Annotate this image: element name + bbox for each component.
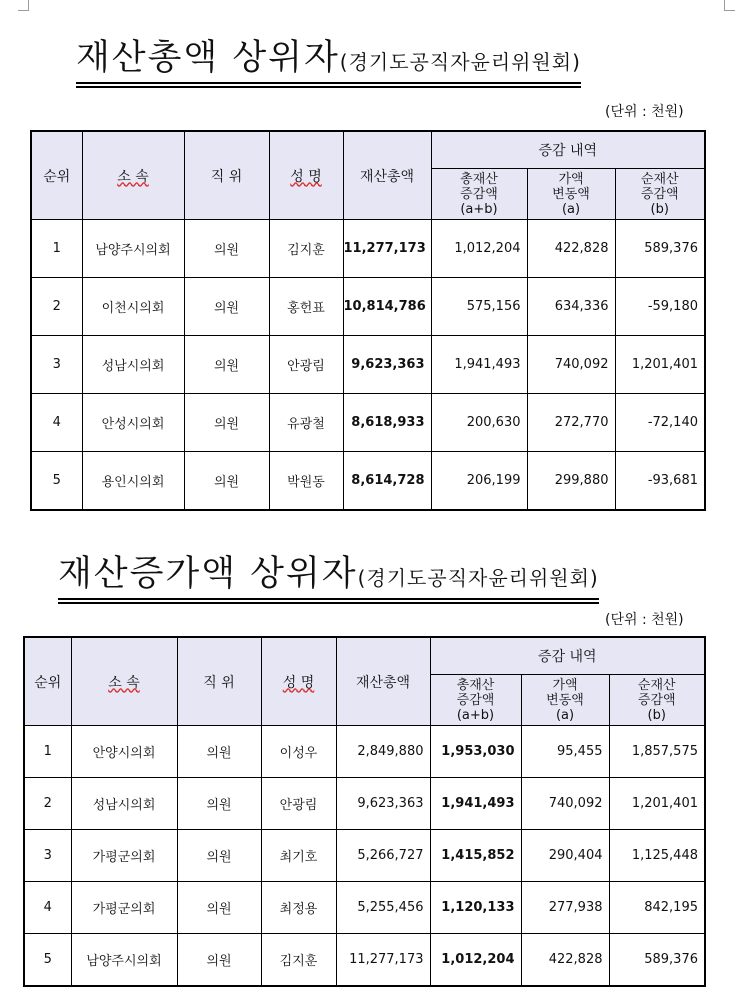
table-row — [24, 830, 705, 882]
change-total-cell: 206,199 — [431, 452, 527, 510]
table-row — [24, 726, 705, 778]
position-cell: 의원 — [184, 336, 269, 394]
header-change: 증감 내역 — [430, 637, 705, 675]
change-price-cell: 272,770 — [527, 394, 615, 452]
section1-table — [30, 130, 706, 511]
position-cell: 의원 — [177, 934, 261, 986]
affiliation-cell: 가평군의회 — [71, 830, 177, 882]
name-cell: 김지훈 — [269, 220, 343, 278]
change-net-cell: 1,201,401 — [609, 778, 705, 830]
affiliation-cell: 남양주시의회 — [71, 934, 177, 986]
header-change-net: 순재산 증감액 (b) — [609, 675, 705, 726]
rank-cell: 1 — [31, 220, 82, 278]
table-row — [31, 452, 705, 510]
affiliation-cell: 안성시의회 — [82, 394, 184, 452]
affiliation-cell: 안양시의회 — [71, 726, 177, 778]
position-cell: 의원 — [177, 882, 261, 934]
total-cell: 8,618,933 — [343, 394, 431, 452]
name-cell: 안광림 — [261, 778, 336, 830]
header-change-net: 순재산 증감액 (b) — [615, 169, 705, 220]
rank-cell: 4 — [24, 882, 71, 934]
position-cell: 의원 — [184, 220, 269, 278]
total-cell: 8,614,728 — [343, 452, 431, 510]
change-net-cell: -59,180 — [615, 278, 705, 336]
header-position: 직 위 — [184, 131, 269, 220]
total-cell: 11,277,173 — [336, 934, 430, 986]
table-row — [31, 278, 705, 336]
name-cell: 박원동 — [269, 452, 343, 510]
change-total-cell: 1,012,204 — [430, 934, 521, 986]
header-rank: 순위 — [24, 637, 71, 726]
total-cell: 9,623,363 — [336, 778, 430, 830]
position-cell: 의원 — [184, 452, 269, 510]
change-price-cell: 299,880 — [527, 452, 615, 510]
total-cell: 2,849,880 — [336, 726, 430, 778]
total-cell: 9,623,363 — [343, 336, 431, 394]
rank-cell: 2 — [31, 278, 82, 336]
header-change: 증감 내역 — [431, 131, 705, 169]
name-cell: 김지훈 — [261, 934, 336, 986]
header-rank: 순위 — [31, 131, 82, 220]
name-cell: 안광림 — [269, 336, 343, 394]
total-cell: 11,277,173 — [343, 220, 431, 278]
rank-cell: 3 — [31, 336, 82, 394]
section2-unit-label: (단위 : 천원) — [605, 612, 684, 628]
table-row — [31, 394, 705, 452]
page-corner-mark-left — [18, 0, 29, 11]
name-cell: 이성우 — [261, 726, 336, 778]
total-cell: 10,814,786 — [343, 278, 431, 336]
affiliation-cell: 가평군의회 — [71, 882, 177, 934]
change-net-cell: 1,857,575 — [609, 726, 705, 778]
table-row — [24, 882, 705, 934]
header-total: 재산총액 — [343, 131, 431, 220]
change-net-cell: 1,201,401 — [615, 336, 705, 394]
header-name: 성 명 — [261, 637, 336, 726]
change-price-cell: 290,404 — [521, 830, 609, 882]
table-row — [31, 336, 705, 394]
position-cell: 의원 — [177, 726, 261, 778]
section1-title-main: 재산총액 상위자 — [76, 38, 340, 78]
change-total-cell: 1,415,852 — [430, 830, 521, 882]
header-name: 성 명 — [269, 131, 343, 220]
section2-table — [23, 636, 706, 987]
rank-cell: 2 — [24, 778, 71, 830]
affiliation-cell: 성남시의회 — [82, 336, 184, 394]
affiliation-cell: 남양주시의회 — [82, 220, 184, 278]
rank-cell: 4 — [31, 394, 82, 452]
change-total-cell: 1,953,030 — [430, 726, 521, 778]
rank-cell: 1 — [24, 726, 71, 778]
section2-title — [58, 546, 599, 596]
name-cell: 최정용 — [261, 882, 336, 934]
table-row — [24, 778, 705, 830]
total-cell: 5,266,727 — [336, 830, 430, 882]
change-net-cell: 589,376 — [609, 934, 705, 986]
change-total-cell: 1,012,204 — [431, 220, 527, 278]
change-net-cell: 1,125,448 — [609, 830, 705, 882]
section2-title-sub: (경기도공직자윤리위원회) — [357, 566, 599, 590]
table-row — [31, 220, 705, 278]
change-total-cell: 1,120,133 — [430, 882, 521, 934]
change-net-cell: 842,195 — [609, 882, 705, 934]
change-total-cell: 1,941,493 — [431, 336, 527, 394]
header-change-price: 가액 변동액 (a) — [527, 169, 615, 220]
header-position: 직 위 — [177, 637, 261, 726]
position-cell: 의원 — [184, 394, 269, 452]
section1-title — [76, 30, 581, 80]
header-change-total: 총재산 증감액 (a+b) — [431, 169, 527, 220]
change-price-cell: 422,828 — [527, 220, 615, 278]
change-net-cell: 589,376 — [615, 220, 705, 278]
section1-title-sub: (경기도공직자윤리위원회) — [339, 50, 581, 74]
header-total: 재산총액 — [336, 637, 430, 726]
rank-cell: 5 — [24, 934, 71, 986]
header-affiliation: 소 속 — [71, 637, 177, 726]
position-cell: 의원 — [184, 278, 269, 336]
rank-cell: 5 — [31, 452, 82, 510]
rank-cell: 3 — [24, 830, 71, 882]
change-price-cell: 634,336 — [527, 278, 615, 336]
name-cell: 최기호 — [261, 830, 336, 882]
name-cell: 유광철 — [269, 394, 343, 452]
total-cell: 5,255,456 — [336, 882, 430, 934]
change-price-cell: 277,938 — [521, 882, 609, 934]
header-change-price: 가액 변동액 (a) — [521, 675, 609, 726]
affiliation-cell: 성남시의회 — [71, 778, 177, 830]
change-price-cell: 422,828 — [521, 934, 609, 986]
change-price-cell: 95,455 — [521, 726, 609, 778]
table-row — [24, 934, 705, 986]
change-price-cell: 740,092 — [521, 778, 609, 830]
change-total-cell: 1,941,493 — [430, 778, 521, 830]
change-net-cell: -93,681 — [615, 452, 705, 510]
change-total-cell: 575,156 — [431, 278, 527, 336]
change-total-cell: 200,630 — [431, 394, 527, 452]
change-price-cell: 740,092 — [527, 336, 615, 394]
header-change-total: 총재산 증감액 (a+b) — [430, 675, 521, 726]
name-cell: 홍헌표 — [269, 278, 343, 336]
position-cell: 의원 — [177, 830, 261, 882]
header-affiliation: 소 속 — [82, 131, 184, 220]
section1-unit-label: (단위 : 천원) — [605, 104, 684, 120]
change-net-cell: -72,140 — [615, 394, 705, 452]
page-corner-mark-right — [724, 0, 735, 11]
section2-title-main: 재산증가액 상위자 — [58, 554, 358, 594]
position-cell: 의원 — [177, 778, 261, 830]
affiliation-cell: 이천시의회 — [82, 278, 184, 336]
affiliation-cell: 용인시의회 — [82, 452, 184, 510]
